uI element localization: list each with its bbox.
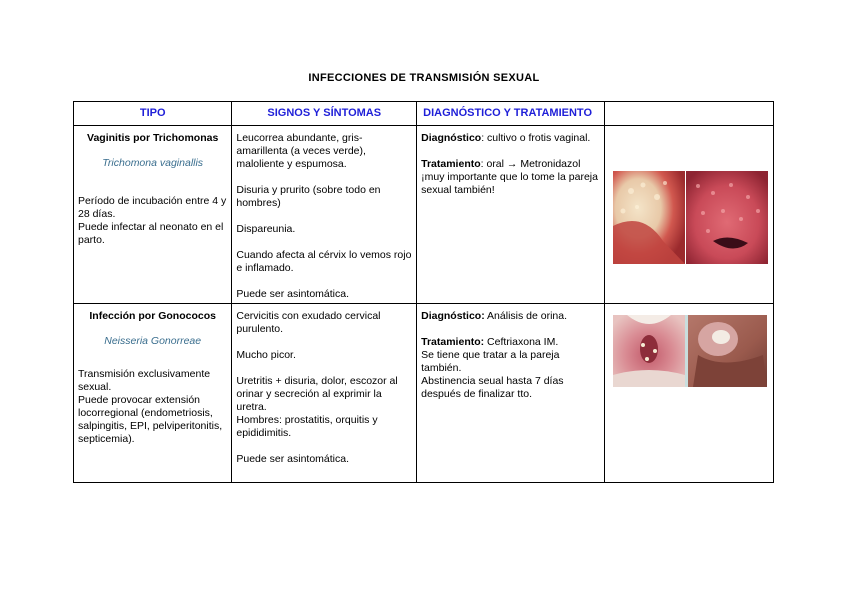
image-cell bbox=[605, 126, 774, 304]
organism-name: Neisseria Gonorreae bbox=[104, 335, 202, 347]
treatment-value: Ceftriaxona IM. bbox=[484, 336, 559, 348]
header-tipo: TIPO bbox=[74, 102, 232, 126]
gonorrhea-photo bbox=[613, 315, 767, 387]
treatment-extra: Abstinencia seual hasta 7 días después de finalizar tto. bbox=[421, 375, 564, 400]
image-cell bbox=[605, 304, 774, 483]
treatment-text bbox=[421, 158, 600, 197]
header-row bbox=[74, 102, 774, 126]
sign-text: Cervicitis con exudado cervical purulento. bbox=[236, 310, 381, 335]
diagnosis-label: Diagnóstico: bbox=[421, 310, 485, 322]
sign-text: Disuria y prurito (sobre todo en hombres) bbox=[236, 184, 381, 209]
table-row bbox=[74, 304, 774, 483]
diagnosis-cell bbox=[417, 126, 605, 304]
diagnosis-text bbox=[421, 132, 600, 145]
diagnosis-value: : cultivo o frotis vaginal. bbox=[481, 132, 591, 144]
header-image bbox=[605, 102, 774, 126]
cervix-photo bbox=[613, 171, 768, 264]
sign-text: Dispareunia. bbox=[236, 223, 296, 235]
sign-text: Uretritis + disuria, dolor, escozor al orinar y secreción al exprimir la uretra. bbox=[236, 375, 398, 413]
sti-table bbox=[73, 101, 774, 483]
sign-text: Hombres: prostatitis, orquitis y epididimitis. bbox=[236, 414, 378, 439]
diagnosis-cell bbox=[417, 304, 605, 483]
diagnosis-label: Diagnóstico bbox=[421, 132, 482, 144]
treatment-text bbox=[421, 336, 600, 349]
treatment-label: Tratamiento bbox=[421, 158, 481, 170]
organism-name: Trichomona vaginallis bbox=[102, 157, 204, 169]
signs-cell bbox=[232, 126, 417, 304]
treatment-label: Tratamiento: bbox=[421, 336, 485, 348]
sign-text: Cuando afecta al cérvix lo vemos rojo e inflamado. bbox=[236, 249, 412, 274]
disease-name: Vaginitis por Trichomonas bbox=[87, 132, 219, 144]
diagnosis-value: Análisis de orina. bbox=[484, 310, 568, 322]
detail-text: Transmisión exclusivamente sexual. bbox=[78, 368, 211, 393]
detail-text: Puede infectar al neonato en el parto. bbox=[78, 221, 224, 246]
diagnosis-text bbox=[421, 310, 600, 323]
treatment-extra: Se tiene que tratar a la pareja también. bbox=[421, 349, 560, 374]
header-signos: SIGNOS Y SÍNTOMAS bbox=[232, 102, 417, 126]
header-diagnostico: DIAGNÓSTICO Y TRATAMIENTO bbox=[417, 102, 605, 126]
signs-cell bbox=[232, 304, 417, 483]
sign-text: Mucho picor. bbox=[236, 349, 296, 361]
tipo-cell bbox=[74, 126, 232, 304]
disease-name: Infección por Gonococos bbox=[89, 310, 216, 322]
sign-text: Puede ser asintomática. bbox=[236, 288, 350, 300]
sign-text: Leucorrea abundante, gris-amarillenta (a veces verde), maloliente y espumosa. bbox=[236, 132, 366, 170]
treatment-value: : oral → Metronidazol ¡muy importante que lo tome la pareja sexual también! bbox=[421, 158, 598, 196]
detail-text: Puede provocar extensión locorregional (endometriosis, salpingitis, EPI, pelviperitonitis, septicemia). bbox=[78, 394, 223, 445]
detail-text: Período de incubación entre 4 y 28 días. bbox=[78, 195, 227, 220]
page-title: INFECCIONES DE TRANSMISIÓN SEXUAL bbox=[308, 72, 540, 84]
tipo-cell bbox=[74, 304, 232, 483]
sign-text: Puede ser asintomática. bbox=[236, 453, 350, 465]
table-row bbox=[74, 126, 774, 304]
